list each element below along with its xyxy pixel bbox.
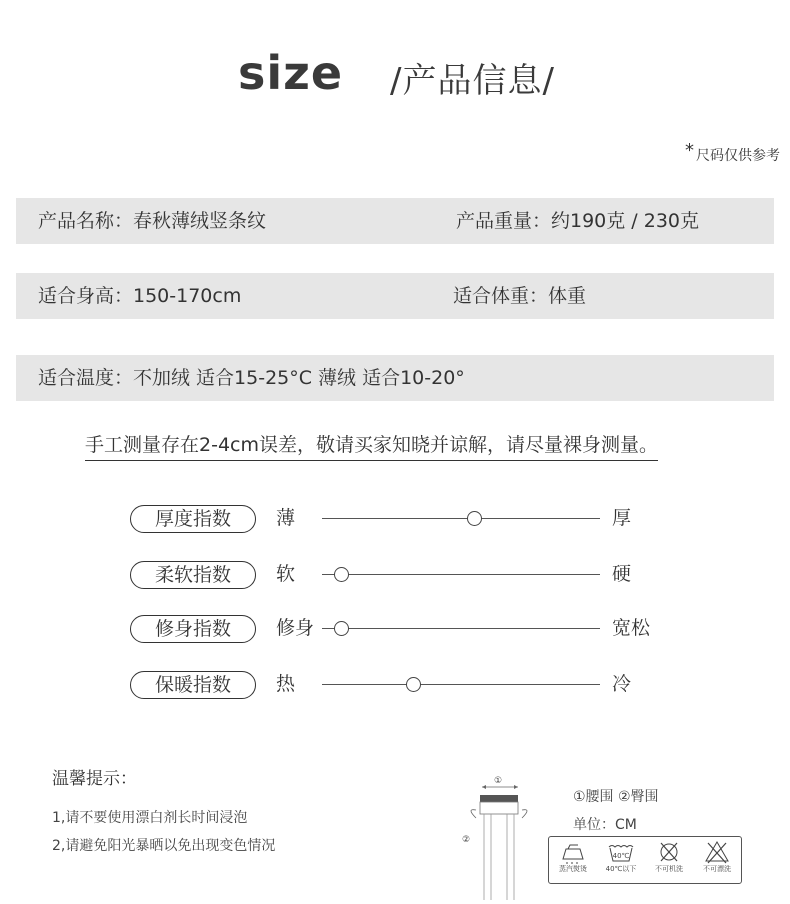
index-knob xyxy=(406,677,421,692)
index-label: 保暖指数 xyxy=(130,671,256,699)
index-track xyxy=(322,684,600,685)
care-label: 不可漂洗 xyxy=(703,865,731,873)
product-weight: 产品重量：约190克 / 230克 xyxy=(456,210,700,232)
page-title: /产品信息/ xyxy=(390,61,555,101)
index-knob xyxy=(467,511,482,526)
info-bar-temperature xyxy=(16,355,774,401)
index-label: 修身指数 xyxy=(130,615,256,643)
index-row-thickness xyxy=(0,505,790,535)
index-high: 硬 xyxy=(612,563,632,585)
index-high: 厚 xyxy=(612,507,632,529)
measurement-note: 手工测量存在2-4cm误差，敬请买家知晓并谅解，请尽量裸身测量。 xyxy=(85,430,658,461)
index-label: 厚度指数 xyxy=(130,505,256,533)
tips-title: 温馨提示： xyxy=(52,769,137,789)
index-knob xyxy=(334,621,349,636)
size-heading: size xyxy=(238,46,344,100)
suitable-temperature: 适合温度：不加绒 适合15-25°C 薄绒 适合10-20° xyxy=(38,367,465,389)
wash-temperature: 40℃ xyxy=(612,852,630,860)
care-icons-panel xyxy=(548,836,742,884)
wash-40-icon xyxy=(606,839,636,865)
index-low: 修身 xyxy=(276,617,315,639)
index-track xyxy=(322,518,600,519)
steam-iron-icon xyxy=(558,839,588,865)
index-knob xyxy=(334,567,349,582)
index-low: 软 xyxy=(276,563,296,585)
suitable-body-weight: 适合体重：体重 xyxy=(453,285,587,307)
index-low: 热 xyxy=(276,673,296,695)
index-row-warmth xyxy=(0,671,790,701)
no-machine-wash-icon xyxy=(654,839,684,865)
care-item xyxy=(645,839,693,881)
care-label: 40℃以下 xyxy=(605,865,637,873)
unit-label: 单位：CM xyxy=(573,817,637,833)
care-label: 蒸汽熨烫 xyxy=(559,865,587,873)
index-high: 宽松 xyxy=(612,617,651,639)
index-track xyxy=(322,628,600,629)
care-label: 不可机洗 xyxy=(655,865,683,873)
index-row-fit xyxy=(0,615,790,645)
no-bleach-icon xyxy=(702,839,732,865)
measure-legend: ①腰围 ②臀围 xyxy=(573,789,659,805)
index-high: 冷 xyxy=(612,673,632,695)
tip-item: 2,请避免阳光暴晒以免出现变色情况 xyxy=(52,838,276,854)
suitable-height: 适合身高：150-170cm xyxy=(38,285,242,307)
tip-item: 1,请不要使用漂白剂长时间浸泡 xyxy=(52,810,248,826)
index-track xyxy=(322,574,600,575)
product-name: 产品名称：春秋薄绒竖条纹 xyxy=(38,210,267,232)
info-bar-height-weight xyxy=(16,273,774,319)
reference-note-text: 尺码仅供参考 xyxy=(696,148,780,164)
pants-diagram-icon xyxy=(460,770,560,900)
care-item xyxy=(549,839,597,881)
asterisk-icon: * xyxy=(685,140,694,161)
garment-measure-diagram xyxy=(460,770,560,900)
marker-waist: ① xyxy=(494,776,503,786)
index-row-softness xyxy=(0,561,790,591)
size-reference-note xyxy=(685,140,780,165)
index-label: 柔软指数 xyxy=(130,561,256,589)
care-item xyxy=(693,839,741,881)
index-low: 薄 xyxy=(276,507,296,529)
marker-hip: ② xyxy=(462,835,471,845)
info-bar-name-weight xyxy=(16,198,774,244)
care-item xyxy=(597,839,645,881)
